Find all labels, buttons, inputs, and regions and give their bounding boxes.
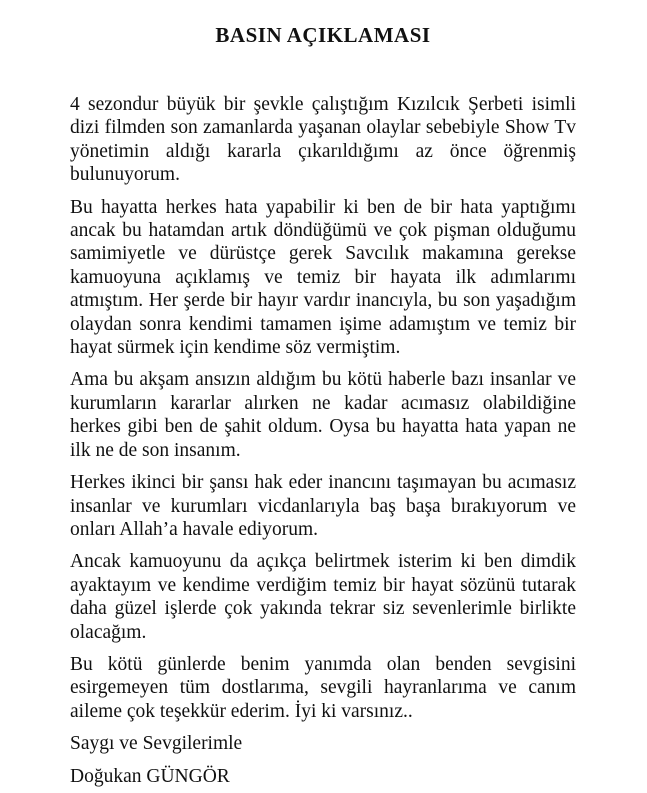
paragraph-2: Bu hayatta herkes hata yapabilir ki ben de bir hata yaptığımı ancak bu hatamdan artık döndüğümü ve çok pişman olduğumu samimiyetle ve dürüstçe gerek Savcılık makamına gerekse kamuoyuna açıklamış ve temiz bir hayata ilk adımlarımı atmıştım. Her şerde bir hayır vardır inancıyla, bu son yaşadığım olaydan sonra kendimi tamamen işime adamıştım ve temiz bir hayat sürmek için kendime söz vermiştim. <box>70 196 576 359</box>
paragraph-4: Herkes ikinci bir şansı hak eder inancını taşımayan bu acımasız insanlar ve kurumları vicdanlarıyla baş başa bırakıyorum ve onları Allah’a havale ediyorum. <box>70 472 576 540</box>
paragraph-1: 4 sezondur büyük bir şevkle çalıştığım Kızılcık Şerbeti isimli dizi filmden son zamanlarda yaşanan olaylar sebebiyle Show Tv yönetimin aldığı kararla çıkarıldığımı az önce öğrenmiş bulunuyorum. <box>70 94 576 186</box>
closing-line: Saygı ve Sevgilerimle <box>70 733 243 755</box>
press-release-title: BASIN AÇIKLAMASI <box>215 23 431 47</box>
paragraph-5: Ancak kamuoyunu da açıkça belirtmek isterim ki ben dimdik ayaktayım ve kendime verdiğim temiz bir hayat sözünü tutarak daha güzel işlerde çok yakında tekrar siz sevenlerimle birlikte olacağım. <box>70 551 576 643</box>
paragraph-3: Ama bu akşam ansızın aldığım bu kötü haberle bazı insanlar ve kurumların kararlar alırken ne kadar acımasız olabildiğine herkes gibi ben de şahit oldum. Oysa bu hayatta hata yapan ne ilk ne de son insanım. <box>70 369 576 461</box>
signature-line: Doğukan GÜNGÖR <box>70 765 230 787</box>
paragraph-6: Bu kötü günlerde benim yanımda olan benden sevgisini esirgemeyen tüm dostlarıma, sevgili hayranlarıma ve canım aileme çok teşekkür ederim. İyi ki varsınız.. <box>70 653 576 722</box>
